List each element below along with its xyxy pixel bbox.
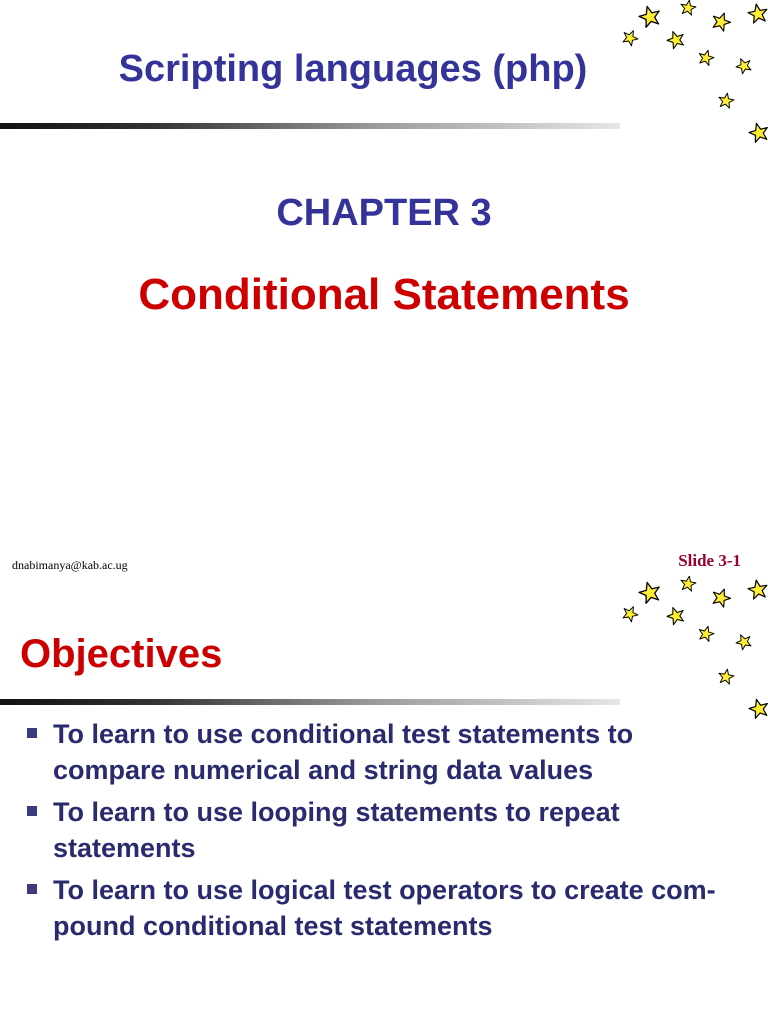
list-item [25, 794, 730, 866]
star-icon [637, 4, 662, 29]
title-divider [0, 123, 620, 129]
star-icon [679, 0, 696, 16]
stars-decoration [618, 576, 768, 726]
star-icon [734, 632, 754, 652]
star-icon [717, 668, 734, 685]
slide-title: Scripting languages (php) [118, 48, 588, 90]
star-icon [710, 10, 733, 32]
star-icon [665, 29, 687, 50]
slide-2 [0, 576, 768, 1024]
bullet-text: To learn to use logical test operators to create com-pound conditional test statements [53, 875, 716, 941]
square-bullet-icon [27, 806, 37, 816]
star-icon [697, 624, 715, 642]
slide-title: Objectives [20, 632, 223, 676]
star-icon [620, 28, 640, 48]
star-icon [710, 586, 733, 608]
star-icon [665, 605, 687, 626]
chapter-subtitle: Conditional Statements [138, 270, 630, 319]
objectives-list [25, 716, 730, 950]
star-icon [747, 579, 768, 600]
list-item [25, 872, 730, 944]
star-icon [620, 604, 640, 624]
star-icon [747, 3, 768, 24]
bullet-text: To learn to use conditional test statements to compare numerical and string data values [53, 719, 634, 785]
star-icon [747, 121, 768, 143]
star-icon [734, 56, 754, 76]
footer-email: dnabimanya@kab.ac.ug [12, 558, 128, 572]
chapter-heading: CHAPTER 3 [276, 192, 492, 234]
bullet-text: To learn to use looping statements to repeat statements [53, 797, 620, 863]
square-bullet-icon [27, 884, 37, 894]
star-icon [679, 576, 696, 592]
star-icon [697, 48, 715, 66]
stars-decoration [618, 0, 768, 150]
square-bullet-icon [27, 728, 37, 738]
list-item [25, 716, 730, 788]
slide-number: Slide 3-1 [678, 551, 741, 570]
title-divider [0, 699, 620, 705]
star-icon [637, 580, 662, 605]
star-icon [717, 92, 734, 109]
star-icon [747, 697, 768, 719]
